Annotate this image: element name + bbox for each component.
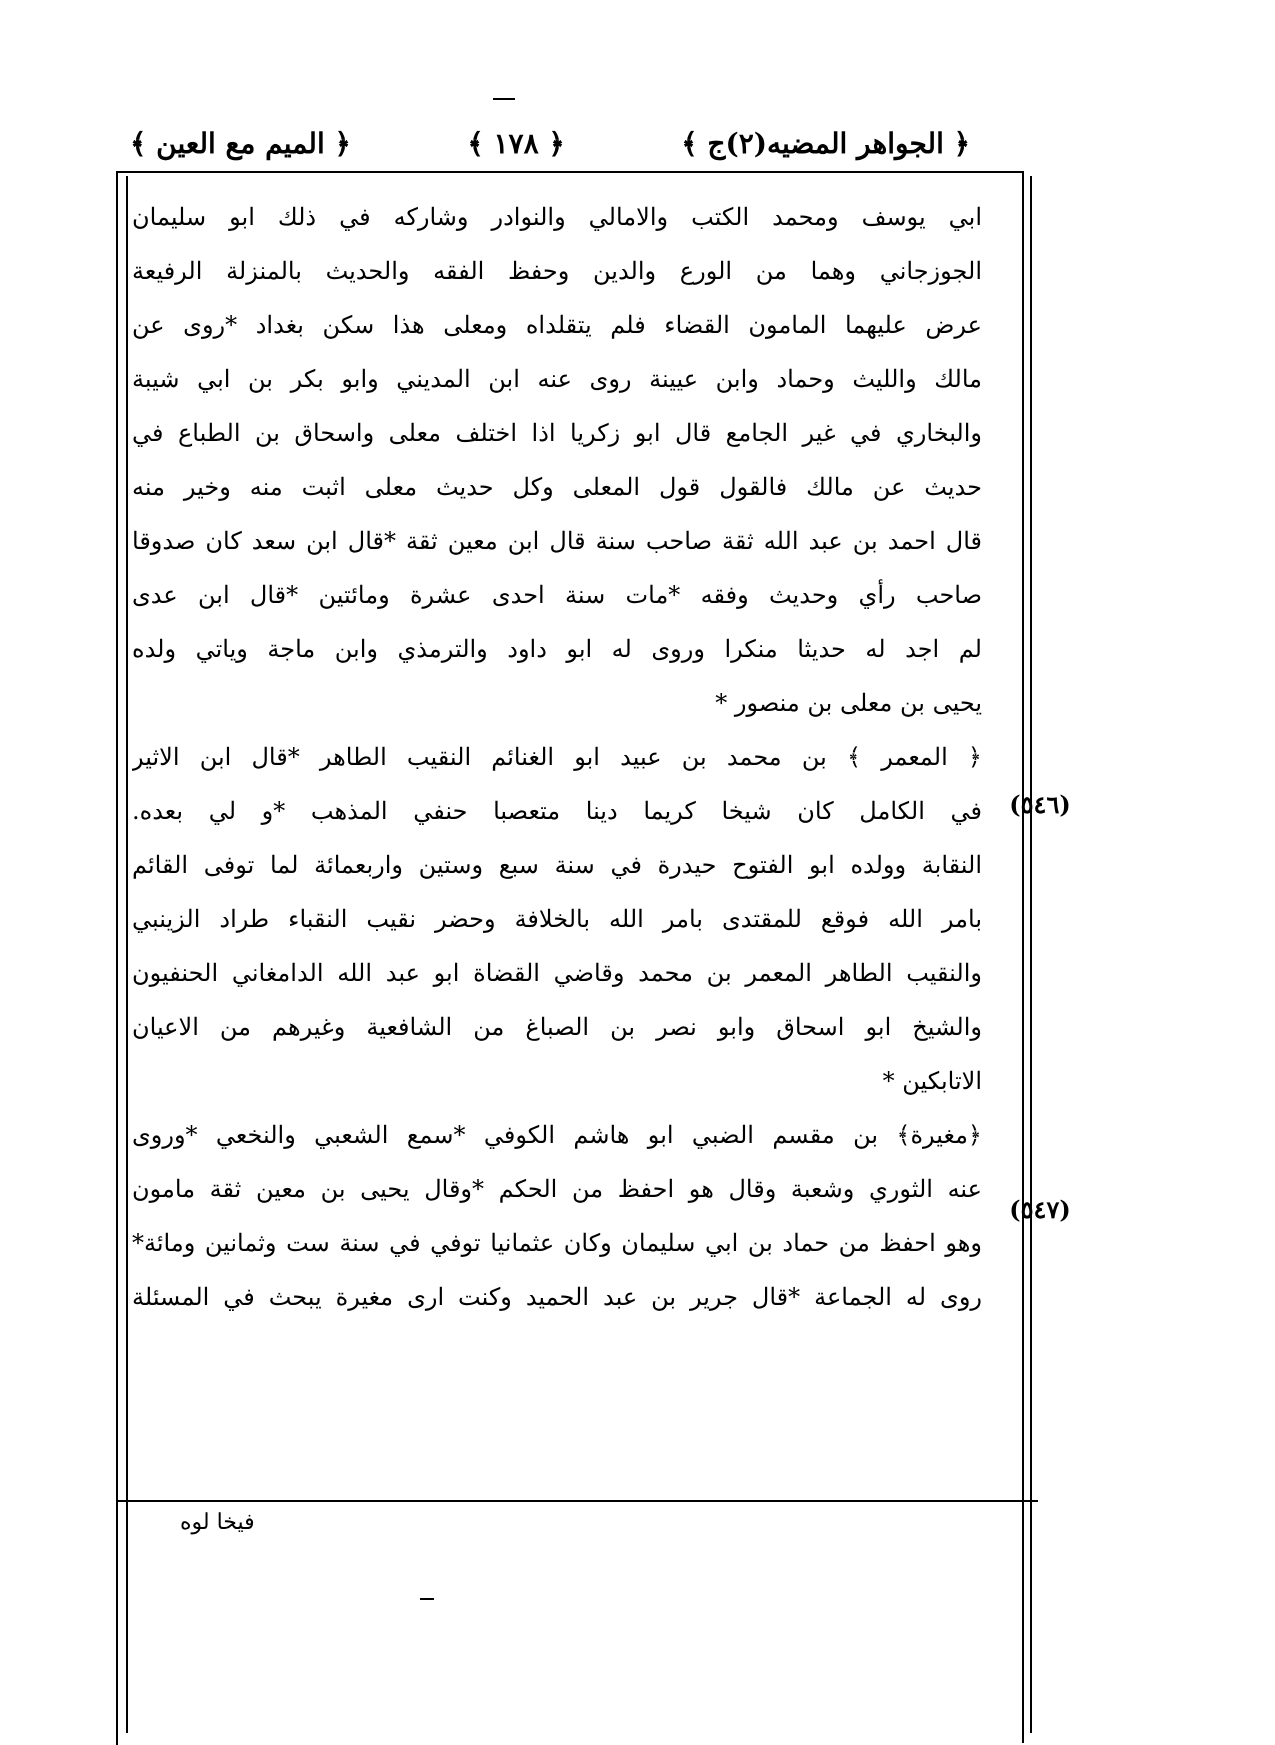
frame-bottom-rule (116, 1500, 1038, 1502)
page-number: ﴿ ١٧٨ ﴾ (467, 126, 565, 160)
entry-number-546: (٥٤٦) (1009, 790, 1071, 819)
text-line: عنه الثوري وشعبة وقال هو احفظ من الحكم *وقال يحيى بن معين ثقة مامون (132, 1175, 982, 1203)
text-line: يحيى بن معلى بن منصور * (715, 689, 982, 717)
section-title: ﴿ الميم مع العين ﴾ (130, 126, 351, 160)
text-line: الجوزجاني وهما من الورع والدين وحفظ الفقه والحديث بالمنزلة الرفيعة (132, 257, 982, 285)
text-line: حديث عن مالك فالقول قول المعلى وكل حديث معلى اثبت منه وخير منه (132, 473, 982, 501)
text-line: قال احمد بن عبد الله ثقة صاحب سنة قال ابن معين ثقة *قال ابن سعد كان صدوقا (132, 527, 982, 555)
text-line: في الكامل كان شيخا كريما دينا متعصبا حنفي المذهب *و لي بعده. (132, 797, 982, 825)
text-line: بامر الله فوقع للمقتدى بامر الله بالخلافة وحضر نقيب النقباء طراد الزينبي (132, 905, 982, 933)
page-header (130, 118, 970, 168)
text-line: والنقيب الطاهر المعمر بن محمد وقاضي القضاة ابو عبد الله الدامغاني الحنفيون (132, 959, 982, 987)
text-line: صاحب رأي وحديث وفقه *مات سنة احدى عشرة ومائتين *قال ابن عدى (132, 581, 982, 609)
text-line: الاتابكين * (882, 1067, 982, 1095)
entry-546-heading-line: ﴿ المعمر ﴾ بن محمد بن عبيد ابو الغنائم النقيب الطاهر *قال ابن الاثير (132, 743, 982, 771)
text-line: عرض عليهما المامون القضاء فلم يتقلداه ومعلى هذا سكن بغداد *روى عن (132, 311, 982, 339)
footer-mark (420, 1598, 434, 1600)
text-line: النقابة وولده ابو الفتوح حيدرة في سنة سبع وستين واربعمائة لما توفى القائم (132, 851, 982, 879)
book-title: ﴿ الجواهر المضيه(٢)ج ﴾ (681, 126, 970, 160)
main-text (132, 190, 982, 1490)
text-line: ابي يوسف ومحمد الكتب والامالي والنوادر وشاركه في ذلك ابو سليمان (132, 203, 982, 231)
entry-547-heading-line: ﴿مغيرة﴾ بن مقسم الضبي ابو هاشم الكوفي *سمع الشعبي والنخعي *وروى (132, 1121, 982, 1149)
text-line: روى له الجماعة *قال جرير بن عبد الحميد وكنت ارى مغيرة يبحث في المسئلة (132, 1283, 982, 1311)
text-line: مالك والليث وحماد وابن عيينة روى عنه ابن المديني وابو بكر بن ابي شيبة (132, 365, 982, 393)
entry-number-547: (٥٤٧) (1009, 1195, 1071, 1224)
text-line: والبخاري في غير الجامع قال ابو زكريا اذا اختلف معلى واسحاق بن الطباع في (132, 419, 982, 447)
text-line: لم اجد له حديثا منكرا وروى له ابو داود والترمذي وابن ماجة وياتي ولده (132, 635, 982, 663)
frame-right-border (1022, 171, 1024, 1743)
text-line: والشيخ ابو اسحاق وابو نصر بن الصباغ من الشافعية وغيرهم من الاعيان (132, 1013, 982, 1041)
top-mark (493, 98, 515, 100)
text-line: وهو احفظ من حماد بن ابي سليمان وكان عثمانيا توفي في سنة ست وثمانين ومائة* (132, 1229, 982, 1257)
catchword: فيخا لوه (180, 1510, 255, 1535)
